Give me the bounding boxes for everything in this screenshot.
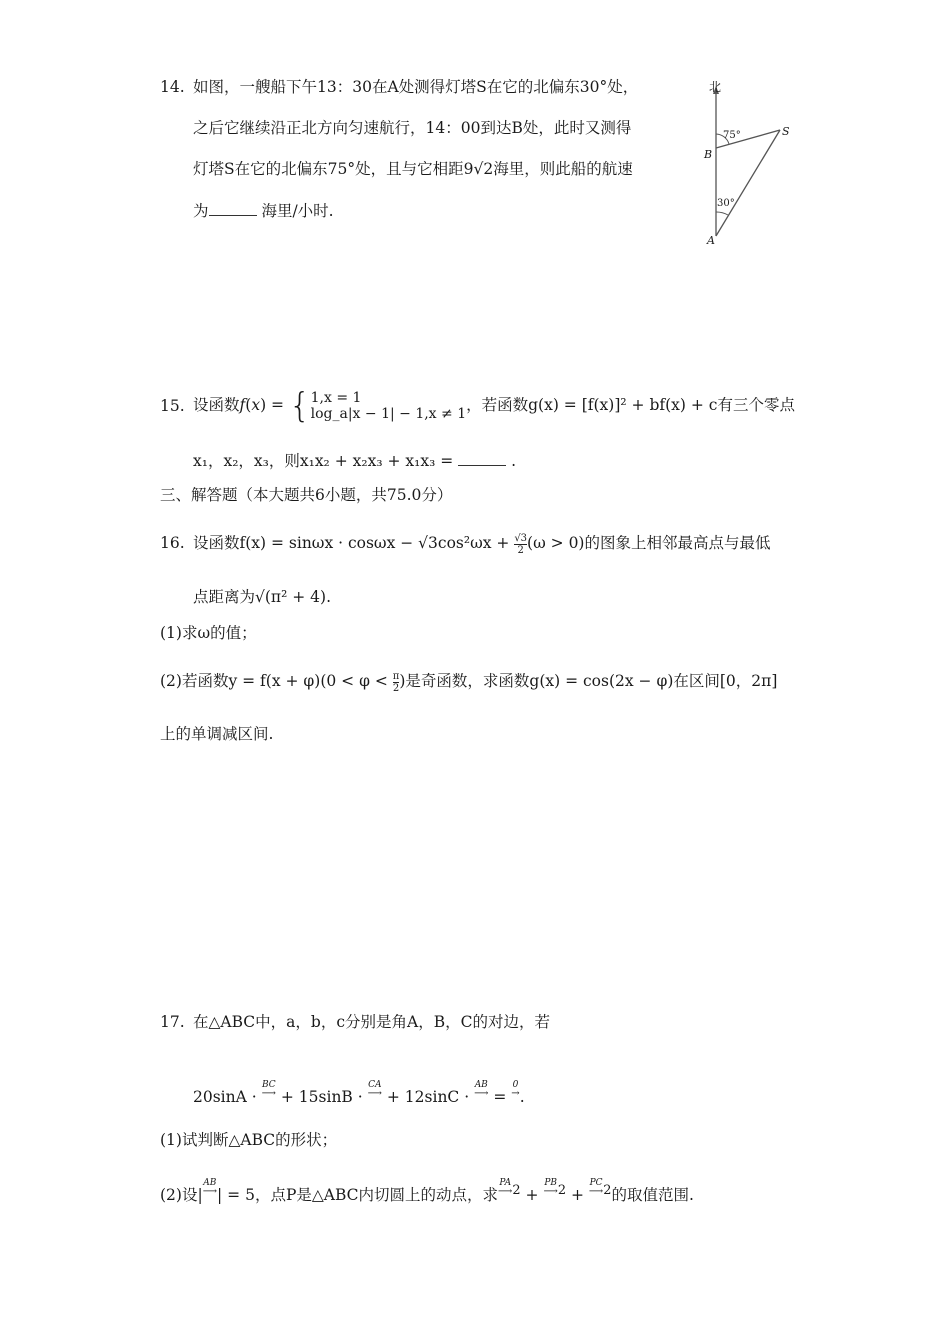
q14-line3: 灯塔S在它的北偏东75°处，且与它相距9√2海里，则此船的航速 xyxy=(193,160,633,178)
q15-brace: { xyxy=(288,386,311,426)
q15-number: 15. xyxy=(160,397,185,415)
q15-piecewise xyxy=(311,390,467,422)
q17-eq-a: 20sinA · xyxy=(193,1088,257,1106)
q14-triangle-diagram xyxy=(700,76,805,246)
q14-line4-post: 海里/小时. xyxy=(256,202,334,220)
q17-sq-pb: 2 xyxy=(557,1182,567,1198)
q15-piece2: log_a|x − 1| − 1,x ≠ 1 xyxy=(310,406,467,422)
q16-part2-pre: (2)若函数y = f(x + φ)(0 < φ < xyxy=(160,672,388,690)
q14-figure-angle-30: 30° xyxy=(717,198,735,209)
q14-number: 14. xyxy=(160,78,185,96)
q17-part2 xyxy=(160,1178,694,1206)
q17-part2-pre: (2)设| xyxy=(160,1186,203,1204)
q16-frac-num: √3 xyxy=(514,532,528,544)
q17-vec-pb: PB ⟶ xyxy=(543,1178,558,1197)
q14-figure-label-s: S xyxy=(782,125,790,138)
q15-line2-end: . xyxy=(506,452,516,470)
q17-vec-bc: BC ⟶ xyxy=(261,1080,276,1099)
q17-vec-zero: 0 → xyxy=(511,1080,520,1099)
q15-line2 xyxy=(193,450,516,472)
q15-line2-text: x₁，x₂，x₃，则x₁x₂ + x₂x₃ + x₁x₃ = xyxy=(193,452,454,470)
q16-part2-frac-den: 2 xyxy=(392,682,400,694)
q15-line1: 设函数f(x) = { 1,x = 1 log_a|x − 1| − 1,x ≠ 1 ，若函数g(x) = [f(x)]² + bf(x) + c有三个零点 xyxy=(193,386,795,426)
q17-vec-ca: CA ⟶ xyxy=(367,1080,382,1099)
q16-line2: 点距离为√(π² + 4). xyxy=(193,588,332,606)
q17-sq-pc: 2 xyxy=(603,1182,612,1198)
q16-part1: (1)求ω的值； xyxy=(160,624,257,642)
q15-piece1: 1,x = 1 xyxy=(310,390,362,406)
q14-figure xyxy=(700,76,805,246)
q15-answer-blank[interactable] xyxy=(458,451,506,466)
q17-sq-pa: 2 xyxy=(512,1182,521,1198)
q14-figure-label-a: A xyxy=(707,234,715,247)
q17-eq-d: = xyxy=(493,1088,507,1106)
q16-part2 xyxy=(160,670,777,694)
q16-part2-frac-num: π xyxy=(392,670,400,682)
q17-part1: (1)试判断△ABC的形状； xyxy=(160,1131,338,1149)
q17-eq-b: + 15sinB · xyxy=(280,1088,363,1106)
q17-eq-end: . xyxy=(519,1088,525,1106)
q17-plus-2: + xyxy=(570,1186,584,1204)
q17-equation xyxy=(193,1080,525,1108)
q16-line1 xyxy=(193,532,770,556)
q17-part2-vec-ab: AB ⟶ xyxy=(202,1178,218,1197)
q14-line4-pre: 为 xyxy=(193,202,209,220)
q16-line1-post: (ω > 0)的图象上相邻最高点与最低 xyxy=(527,534,771,552)
q17-eq-c: + 12sinC · xyxy=(386,1088,470,1106)
section-3-heading: 三、解答题（本大题共6小题，共75.0分） xyxy=(160,486,453,504)
q14-line1: 如图，一艘船下午13：30在A处测得灯塔S在它的北偏东30°处， xyxy=(193,78,639,96)
q17-part2-mid: | = 5，点P是△ABC内切圆上的动点，求 xyxy=(217,1186,499,1204)
q16-fraction xyxy=(514,533,527,556)
q14-line2: 之后它继续沿正北方向匀速航行，14：00到达B处，此时又测得 xyxy=(193,119,632,137)
q17-plus-1: + xyxy=(525,1186,539,1204)
q16-frac-den: 2 xyxy=(517,544,524,556)
q14-figure-north: 北 xyxy=(709,80,722,94)
q17-vec-pc: PC ⟶ xyxy=(588,1178,604,1197)
q14-figure-label-b: B xyxy=(704,148,713,161)
q16-part2-line2: 上的单调减区间. xyxy=(160,725,274,743)
q14-line4 xyxy=(193,200,334,222)
q16-number: 16. xyxy=(160,534,185,552)
q17-vec-pa: PA ⟶ xyxy=(498,1178,513,1197)
q17-vec-ab: AB ⟶ xyxy=(474,1080,489,1099)
q16-part2-post: )是奇函数，求函数g(x) = cos(2x − φ)在区间[0，2π] xyxy=(399,672,778,690)
q17-line1: 在△ABC中，a，b，c分别是角A，B，C的对边，若 xyxy=(193,1013,550,1031)
q14-figure-angle-75: 75° xyxy=(723,130,741,141)
q17-part2-post: 的取值范围. xyxy=(611,1186,694,1204)
q17-number: 17. xyxy=(160,1013,185,1031)
q15-lead: 设函数 xyxy=(193,396,240,414)
q15-cont: ，若函数g(x) = [f(x)]² + bf(x) + c有三个零点 xyxy=(466,396,795,414)
q16-line1-pre: 设函数f(x) = sinωx · cosωx − √3cos²ωx + xyxy=(193,534,510,552)
q14-answer-blank[interactable] xyxy=(209,201,257,216)
